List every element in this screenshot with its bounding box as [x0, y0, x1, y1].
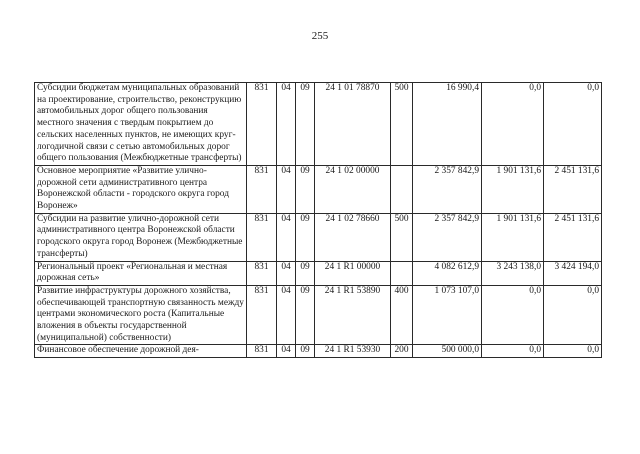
row-description: Региональный проект «Региональная и местная дорожная сеть»	[35, 261, 247, 285]
expense-type-code: 500	[391, 213, 413, 261]
target-article-code: 24 1 R1 53930	[315, 345, 391, 358]
subsection-code: 09	[296, 285, 315, 345]
target-article-code: 24 1 02 00000	[315, 165, 391, 213]
amount-year-1: 2 357 842,9	[413, 213, 482, 261]
amount-year-2: 0,0	[482, 83, 544, 166]
expense-type-code: 500	[391, 83, 413, 166]
amount-year-1: 500 000,0	[413, 345, 482, 358]
amount-year-2: 1 901 131,6	[482, 165, 544, 213]
subsection-code: 09	[296, 165, 315, 213]
expense-type-code: 200	[391, 345, 413, 358]
amount-year-3: 3 424 194,0	[544, 261, 602, 285]
subsection-code: 09	[296, 213, 315, 261]
section-code: 04	[277, 83, 296, 166]
amount-year-2: 0,0	[482, 285, 544, 345]
expense-type-code: 400	[391, 285, 413, 345]
ministry-code: 831	[247, 285, 277, 345]
ministry-code: 831	[247, 165, 277, 213]
section-code: 04	[277, 345, 296, 358]
section-code: 04	[277, 165, 296, 213]
subsection-code: 09	[296, 261, 315, 285]
amount-year-1: 2 357 842,9	[413, 165, 482, 213]
table-row	[35, 83, 602, 166]
section-code: 04	[277, 285, 296, 345]
amount-year-3: 2 451 131,6	[544, 165, 602, 213]
amount-year-2: 3 243 138,0	[482, 261, 544, 285]
table-row	[35, 345, 602, 358]
page-number: 255	[311, 30, 329, 42]
row-description: Развитие инфраструктуры дорожного хозяйства, обеспечивающей транспортную связанность между центрами экономического роста (Капитальные вложения в объекты государственной (муниципальной) собственности)	[35, 285, 247, 345]
expense-type-code	[391, 261, 413, 285]
subsection-code: 09	[296, 345, 315, 358]
table-row	[35, 213, 602, 261]
amount-year-2: 1 901 131,6	[482, 213, 544, 261]
expense-type-code	[391, 165, 413, 213]
amount-year-1: 4 082 612,9	[413, 261, 482, 285]
ministry-code: 831	[247, 213, 277, 261]
table-row	[35, 165, 602, 213]
budget-table	[34, 82, 602, 358]
row-description: Финансовое обеспечение дорожной дея-	[35, 345, 247, 358]
target-article-code: 24 1 01 78870	[315, 83, 391, 166]
ministry-code: 831	[247, 345, 277, 358]
amount-year-1: 1 073 107,0	[413, 285, 482, 345]
ministry-code: 831	[247, 83, 277, 166]
row-description: Субсидии на развитие улично-дорожной сети административного центра Воронежской области городского округа город Воронеж (Межбюджетные трансферты)	[35, 213, 247, 261]
section-code: 04	[277, 261, 296, 285]
amount-year-3: 0,0	[544, 285, 602, 345]
target-article-code: 24 1 R1 00000	[315, 261, 391, 285]
amount-year-3: 0,0	[544, 83, 602, 166]
amount-year-1: 16 990,4	[413, 83, 482, 166]
table-row	[35, 285, 602, 345]
row-description: Субсидии бюджетам муниципальных образований на проектирование, строительство, реконструкцию автомобильных дорог общего пользования местного значения с твердым покрытием до сельских населенных пунктов, не имеющих круглогодичной связи с сетью автомобильных дорог общего пользования (Межбюджетные трансферты)	[35, 83, 247, 166]
subsection-code: 09	[296, 83, 315, 166]
row-description: Основное мероприятие «Развитие улично-дорожной сети административного центра Воронежской области - городского округа город Воронеж»	[35, 165, 247, 213]
target-article-code: 24 1 R1 53890	[315, 285, 391, 345]
amount-year-3: 2 451 131,6	[544, 213, 602, 261]
amount-year-3: 0,0	[544, 345, 602, 358]
table-row	[35, 261, 602, 285]
ministry-code: 831	[247, 261, 277, 285]
amount-year-2: 0,0	[482, 345, 544, 358]
section-code: 04	[277, 213, 296, 261]
target-article-code: 24 1 02 78660	[315, 213, 391, 261]
